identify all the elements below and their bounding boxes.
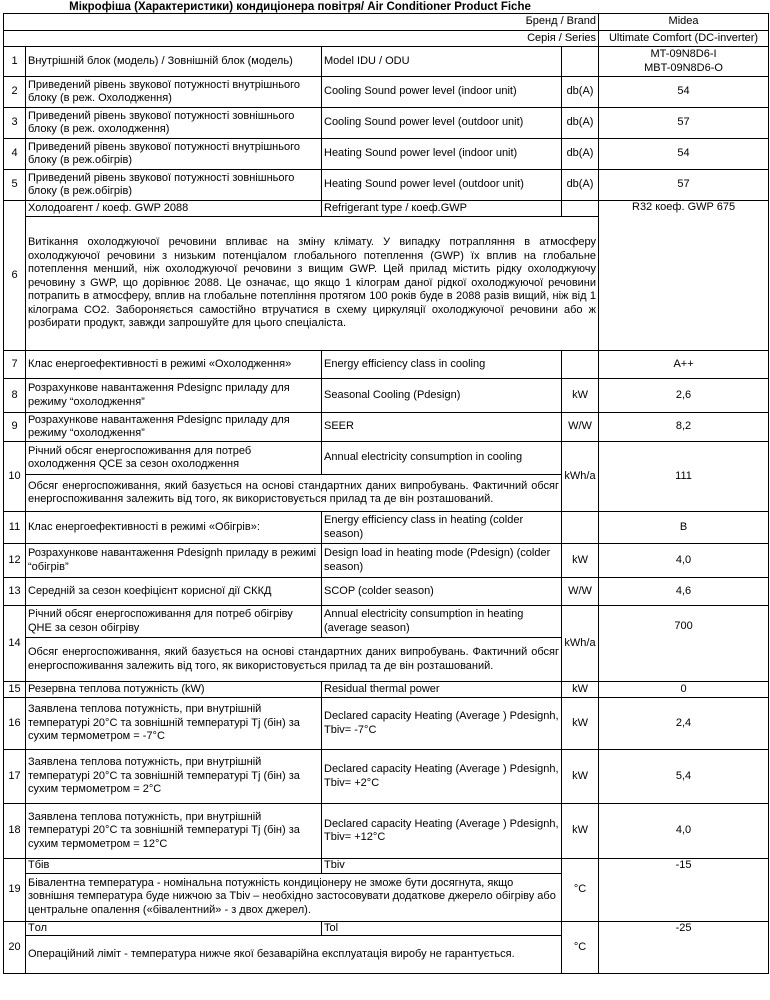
table-row (4, 47, 769, 77)
row-label-ua: Приведений рівень звукової потужності внутрішнього блоку (в реж. Охолодження) (26, 77, 322, 108)
row-value: 57 (599, 170, 769, 201)
row-unit: kW (562, 544, 599, 578)
row-number: 8 (4, 379, 26, 413)
row-label-en: Cooling Sound power level (outdoor unit) (322, 108, 562, 139)
row-unit: kW (562, 682, 599, 698)
row-number: 14 (4, 606, 26, 682)
row-label-en: Refrigerant type / коеф.GWP (322, 201, 562, 217)
row-value: -15 (599, 859, 769, 922)
brand-label: Бренд / Brand (4, 14, 599, 31)
row-label-en: Declared capacity Heating (Average ) Pdesignh, Tbiv= -7°C (322, 698, 562, 750)
row-number: 18 (4, 804, 26, 859)
table-row (4, 77, 769, 108)
consumption-note: Обсяг енергоспоживання, який базується на основі стандартних даних випробувань. Фактичний обсяг енергоспоживання залежить від того, як використовується прилад та де він розташований. (26, 475, 562, 512)
row-unit: db(A) (562, 170, 599, 201)
row-value: -25 (599, 921, 769, 974)
row-value: R32 коеф. GWP 675 (599, 201, 769, 351)
row-number: 6 (4, 201, 26, 351)
row-label-ua: Клас енергоефективності в режимі «Охолодження» (26, 351, 322, 379)
row-number: 20 (4, 921, 26, 974)
row-label-ua: Холодоагент / коеф. GWP 2088 (26, 201, 322, 217)
row-unit (562, 201, 599, 217)
row-unit: kW (562, 804, 599, 859)
row-label-en: Heating Sound power level (indoor unit) (322, 139, 562, 170)
table-row (4, 606, 769, 638)
row-label-en: Tol (322, 921, 562, 936)
row-label-ua: Заявлена теплова потужність, при внутрішній температурі 20°C та зовнішній температурі Tj (бін) за сухим термометром = 12°C (26, 804, 322, 859)
row-label-ua: Розрахункове навантаження Pdesignh приладу в режимі “обігрів” (26, 544, 322, 578)
row-value: 111 (599, 442, 769, 512)
row-unit: W/W (562, 578, 599, 606)
row-unit: °C (562, 859, 599, 922)
row-label-en: Design load in heating mode (Pdesign) (colder season) (322, 544, 562, 578)
table-row (4, 201, 769, 217)
table-row (4, 698, 769, 750)
row-label-en: Heating Sound power level (outdoor unit) (322, 170, 562, 201)
row-label-en: Declared capacity Heating (Average ) Pdesignh, Tbiv= +12°C (322, 804, 562, 859)
row-unit: db(A) (562, 139, 599, 170)
row-value (599, 47, 769, 77)
row-unit: kW (562, 750, 599, 804)
row-label-ua: Заявлена теплова потужність, при внутрішній температурі 20°C та зовнішній температурі Tj (бін) за сухим термометром = -7°C (26, 698, 322, 750)
row-number: 15 (4, 682, 26, 698)
row-label-ua: Розрахункове навантаження Pdesignc приладу для режиму “охолодження” (26, 379, 322, 413)
row-unit: db(A) (562, 108, 599, 139)
row-value: A++ (599, 351, 769, 379)
row-value: 2,4 (599, 698, 769, 750)
row-unit: W/W (562, 413, 599, 442)
row-number: 4 (4, 139, 26, 170)
row-label-en: SEER (322, 413, 562, 442)
row-label-en: Cooling Sound power level (indoor unit) (322, 77, 562, 108)
row-value: 700 (599, 606, 769, 682)
brand-value: Midea (599, 14, 769, 31)
row-value: B (599, 512, 769, 544)
row-number: 9 (4, 413, 26, 442)
row-label-en: Annual electricity consumption in heating (average season) (322, 606, 562, 638)
row-label-en: SCOP (colder season) (322, 578, 562, 606)
row-label-ua: Приведений рівень звукової потужності зовнішнього блоку (в реж.обігрів) (26, 170, 322, 201)
row-number: 7 (4, 351, 26, 379)
row-label-ua: Приведений рівень звукової потужності внутрішнього блоку (в реж.обігрів) (26, 139, 322, 170)
operation-limit-note: Операційний ліміт - температура нижче якої безаварійна експлуатація виробу не гарантується. (26, 936, 562, 974)
table-row (4, 170, 769, 201)
row-number: 19 (4, 859, 26, 922)
row-unit: kW (562, 698, 599, 750)
row-value: 8,2 (599, 413, 769, 442)
table-row (4, 512, 769, 544)
table-row (4, 859, 769, 874)
row-number: 17 (4, 750, 26, 804)
row-number: 3 (4, 108, 26, 139)
consumption-note: Обсяг енергоспоживання, який базується на основі стандартних даних випробувань. Фактичний обсяг енергоспоживання залежить від того, як використовується прилад та де він розташований. (26, 638, 562, 682)
page-title: Мікрофіша (Характеристики) кондиціонера повітря/ Air Conditioner Product Fiche (69, 1, 531, 13)
bivalent-note: Бівалентна температура - номінальна потужність кондиціонеру не зможе бути досягнута, якщо зовнішня температура буде нижчою за Tbiv – необхідно застосовувати додаткове джерело обігріву або центральне опалення («бівалентний» - з двох джерел). (26, 873, 562, 921)
row-number: 5 (4, 170, 26, 201)
row-label-ua: Річний обсяг енергоспоживання для потреб обігріву QHE за сезон обігріву (26, 606, 322, 638)
table-row (4, 379, 769, 413)
row-value: 4,6 (599, 578, 769, 606)
row-unit: kW (562, 379, 599, 413)
row-label-en: Tbiv (322, 859, 562, 874)
row-number: 2 (4, 77, 26, 108)
row-label-en: Annual electricity consumption in cooling (322, 442, 562, 475)
table-row (4, 108, 769, 139)
row-number: 16 (4, 698, 26, 750)
series-value: Ultimate Comfort (DC-inverter) (599, 31, 769, 47)
row-label-en: Declared capacity Heating (Average ) Pdesignh, Tbiv= +2°C (322, 750, 562, 804)
table-row (4, 578, 769, 606)
row-label-ua: Резервна теплова потужність (kW) (26, 682, 322, 698)
indoor-model: MT-09N8D6-I (650, 48, 717, 60)
table-row (4, 921, 769, 936)
row-unit (562, 351, 599, 379)
series-label: Серія / Series (4, 31, 599, 47)
row-label-en: Residual thermal power (322, 682, 562, 698)
row-value: 2,6 (599, 379, 769, 413)
table-row (4, 804, 769, 859)
row-number: 10 (4, 442, 26, 512)
row-value: 4,0 (599, 804, 769, 859)
table-row (4, 139, 769, 170)
row-value: 54 (599, 139, 769, 170)
row-unit (562, 512, 599, 544)
row-number: 1 (4, 47, 26, 77)
table-row (4, 544, 769, 578)
row-value: 57 (599, 108, 769, 139)
row-number: 13 (4, 578, 26, 606)
row-value: 4,0 (599, 544, 769, 578)
row-label-ua: Tол (26, 921, 322, 936)
row-label-en: Energy efficiency class in heating (colder season) (322, 512, 562, 544)
table-row (4, 442, 769, 475)
gwp-description: Витікання охолоджуючої речовини впливає на зміну клімату. У випадку потрапляння в атмосферу охолоджуючої речовини з низьким потенціалом глобального потеплення (GWP) їх вплив на глобальне потеплення менший, ніж охолоджуючої речовини з вищим GWP. Цей прилад містить рідку охолоджуючу речовину з GWP, що дорівнює 2088. Це означає, що якщо 1 кілограм даної рідкої охолоджуючої речовини потрапить в атмосферу, вплив на глобальне потепління протягом 100 років буде в 2088 разів вищий, ніж від 1 кілограма CO2. Забороняється самостійно втручатися в схему циркуляції охолоджуючої речовини або ж розбирати продукт, завжди запрошуйте для цього спеціаліста. (26, 217, 599, 351)
row-value: 5,4 (599, 750, 769, 804)
row-unit (562, 47, 599, 77)
row-label-ua: Приведений рівень звукової потужності зовнішнього блоку (в реж. охолодження) (26, 108, 322, 139)
row-value: 54 (599, 77, 769, 108)
row-unit: db(A) (562, 77, 599, 108)
row-unit: kWh/a (562, 606, 599, 682)
row-label-en: Energy efficiency class in cooling (322, 351, 562, 379)
table-row (4, 351, 769, 379)
row-unit: kWh/a (562, 442, 599, 512)
row-label-ua: Річний обсяг енергоспоживання для потреб охолодження QCE за сезон охолодження (26, 442, 322, 475)
product-fiche-table (3, 13, 769, 974)
row-number: 11 (4, 512, 26, 544)
table-row (4, 750, 769, 804)
row-label-ua: Клас енергоефективності в режимі «Обігрів»: (26, 512, 322, 544)
row-label-ua: Tбів (26, 859, 322, 874)
row-label-en: Seasonal Cooling (Pdesign) (322, 379, 562, 413)
row-unit: °C (562, 921, 599, 974)
row-label-ua: Заявлена теплова потужність, при внутрішній температурі 20°C та зовнішній температурі Tj (бін) за сухим термометром = 2°C (26, 750, 322, 804)
row-label-ua: Розрахункове навантаження Pdesignc приладу для режиму “охолодження” (26, 413, 322, 442)
row-number: 12 (4, 544, 26, 578)
table-row (4, 682, 769, 698)
row-value: 0 (599, 682, 769, 698)
outdoor-model: MBT-09N8D6-O (644, 61, 723, 74)
row-label-ua: Середній за сезон коефіцієнт корисної дії СККД (26, 578, 322, 606)
row-label-ua: Внутрішній блок (модель) / Зовнішній блок (модель) (26, 47, 322, 77)
table-row (4, 413, 769, 442)
row-label-en: Model IDU / ODU (322, 47, 562, 77)
